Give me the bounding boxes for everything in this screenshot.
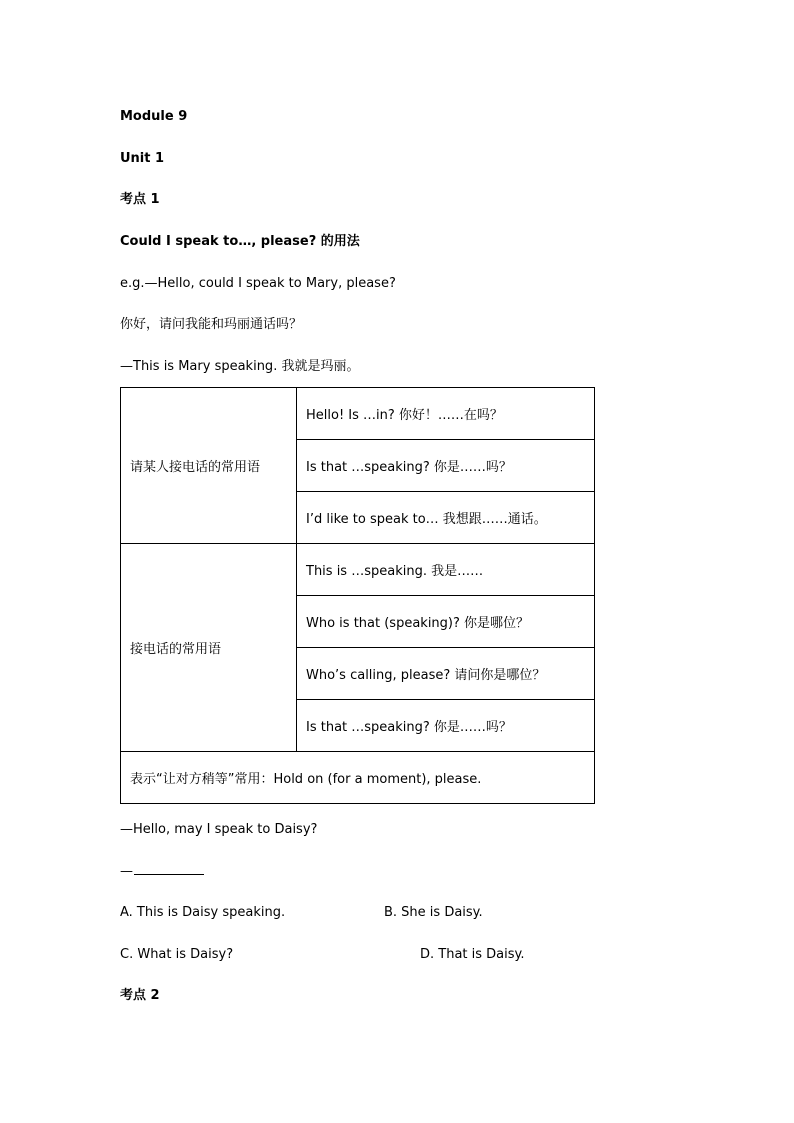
group1-item: I’d like to speak to… 我想跟……通话。 [297, 492, 595, 544]
option-c: C. What is Daisy? [120, 947, 234, 962]
table-row [121, 544, 595, 596]
option-d: D. That is Daisy. [420, 947, 525, 962]
point2-title: 考点 2 [120, 988, 160, 1003]
module-heading: Module 9 [120, 109, 188, 124]
group1-item: Hello! Is …in? 你好！……在吗？ [297, 388, 595, 440]
group1-label: 请某人接电话的常用语 [121, 388, 297, 544]
group2-item: Is that …speaking? 你是……吗？ [297, 700, 595, 752]
example-reply: —This is Mary speaking. 我就是玛丽。 [120, 359, 360, 374]
group1-item: Is that …speaking? 你是……吗？ [297, 440, 595, 492]
exercise-answer-line [120, 862, 204, 881]
table-footer-note: 表示“让对方稍等”常用：Hold on (for a moment), please. [121, 752, 595, 804]
table-row [121, 752, 595, 804]
example-chinese: 你好，请问我能和玛丽通话吗？ [120, 317, 303, 332]
option-b: B. She is Daisy. [384, 905, 483, 920]
example-english: e.g.—Hello, could I speak to Mary, please? [120, 276, 396, 291]
answer-blank[interactable] [134, 862, 204, 875]
table-row [121, 388, 595, 440]
exercise-question: —Hello, may I speak to Daisy? [120, 822, 318, 837]
group2-label: 接电话的常用语 [121, 544, 297, 752]
answer-dash: — [120, 864, 133, 879]
unit-heading: Unit 1 [120, 151, 165, 166]
group2-item: Who is that (speaking)? 你是哪位？ [297, 596, 595, 648]
phone-phrases-table [120, 387, 595, 804]
group2-item: Who’s calling, please? 请问你是哪位？ [297, 648, 595, 700]
point1-title: 考点 1 [120, 192, 160, 207]
group2-item: This is …speaking. 我是…… [297, 544, 595, 596]
option-a: A. This is Daisy speaking. [120, 905, 286, 920]
point1-subtitle: Could I speak to…, please? 的用法 [120, 234, 360, 249]
